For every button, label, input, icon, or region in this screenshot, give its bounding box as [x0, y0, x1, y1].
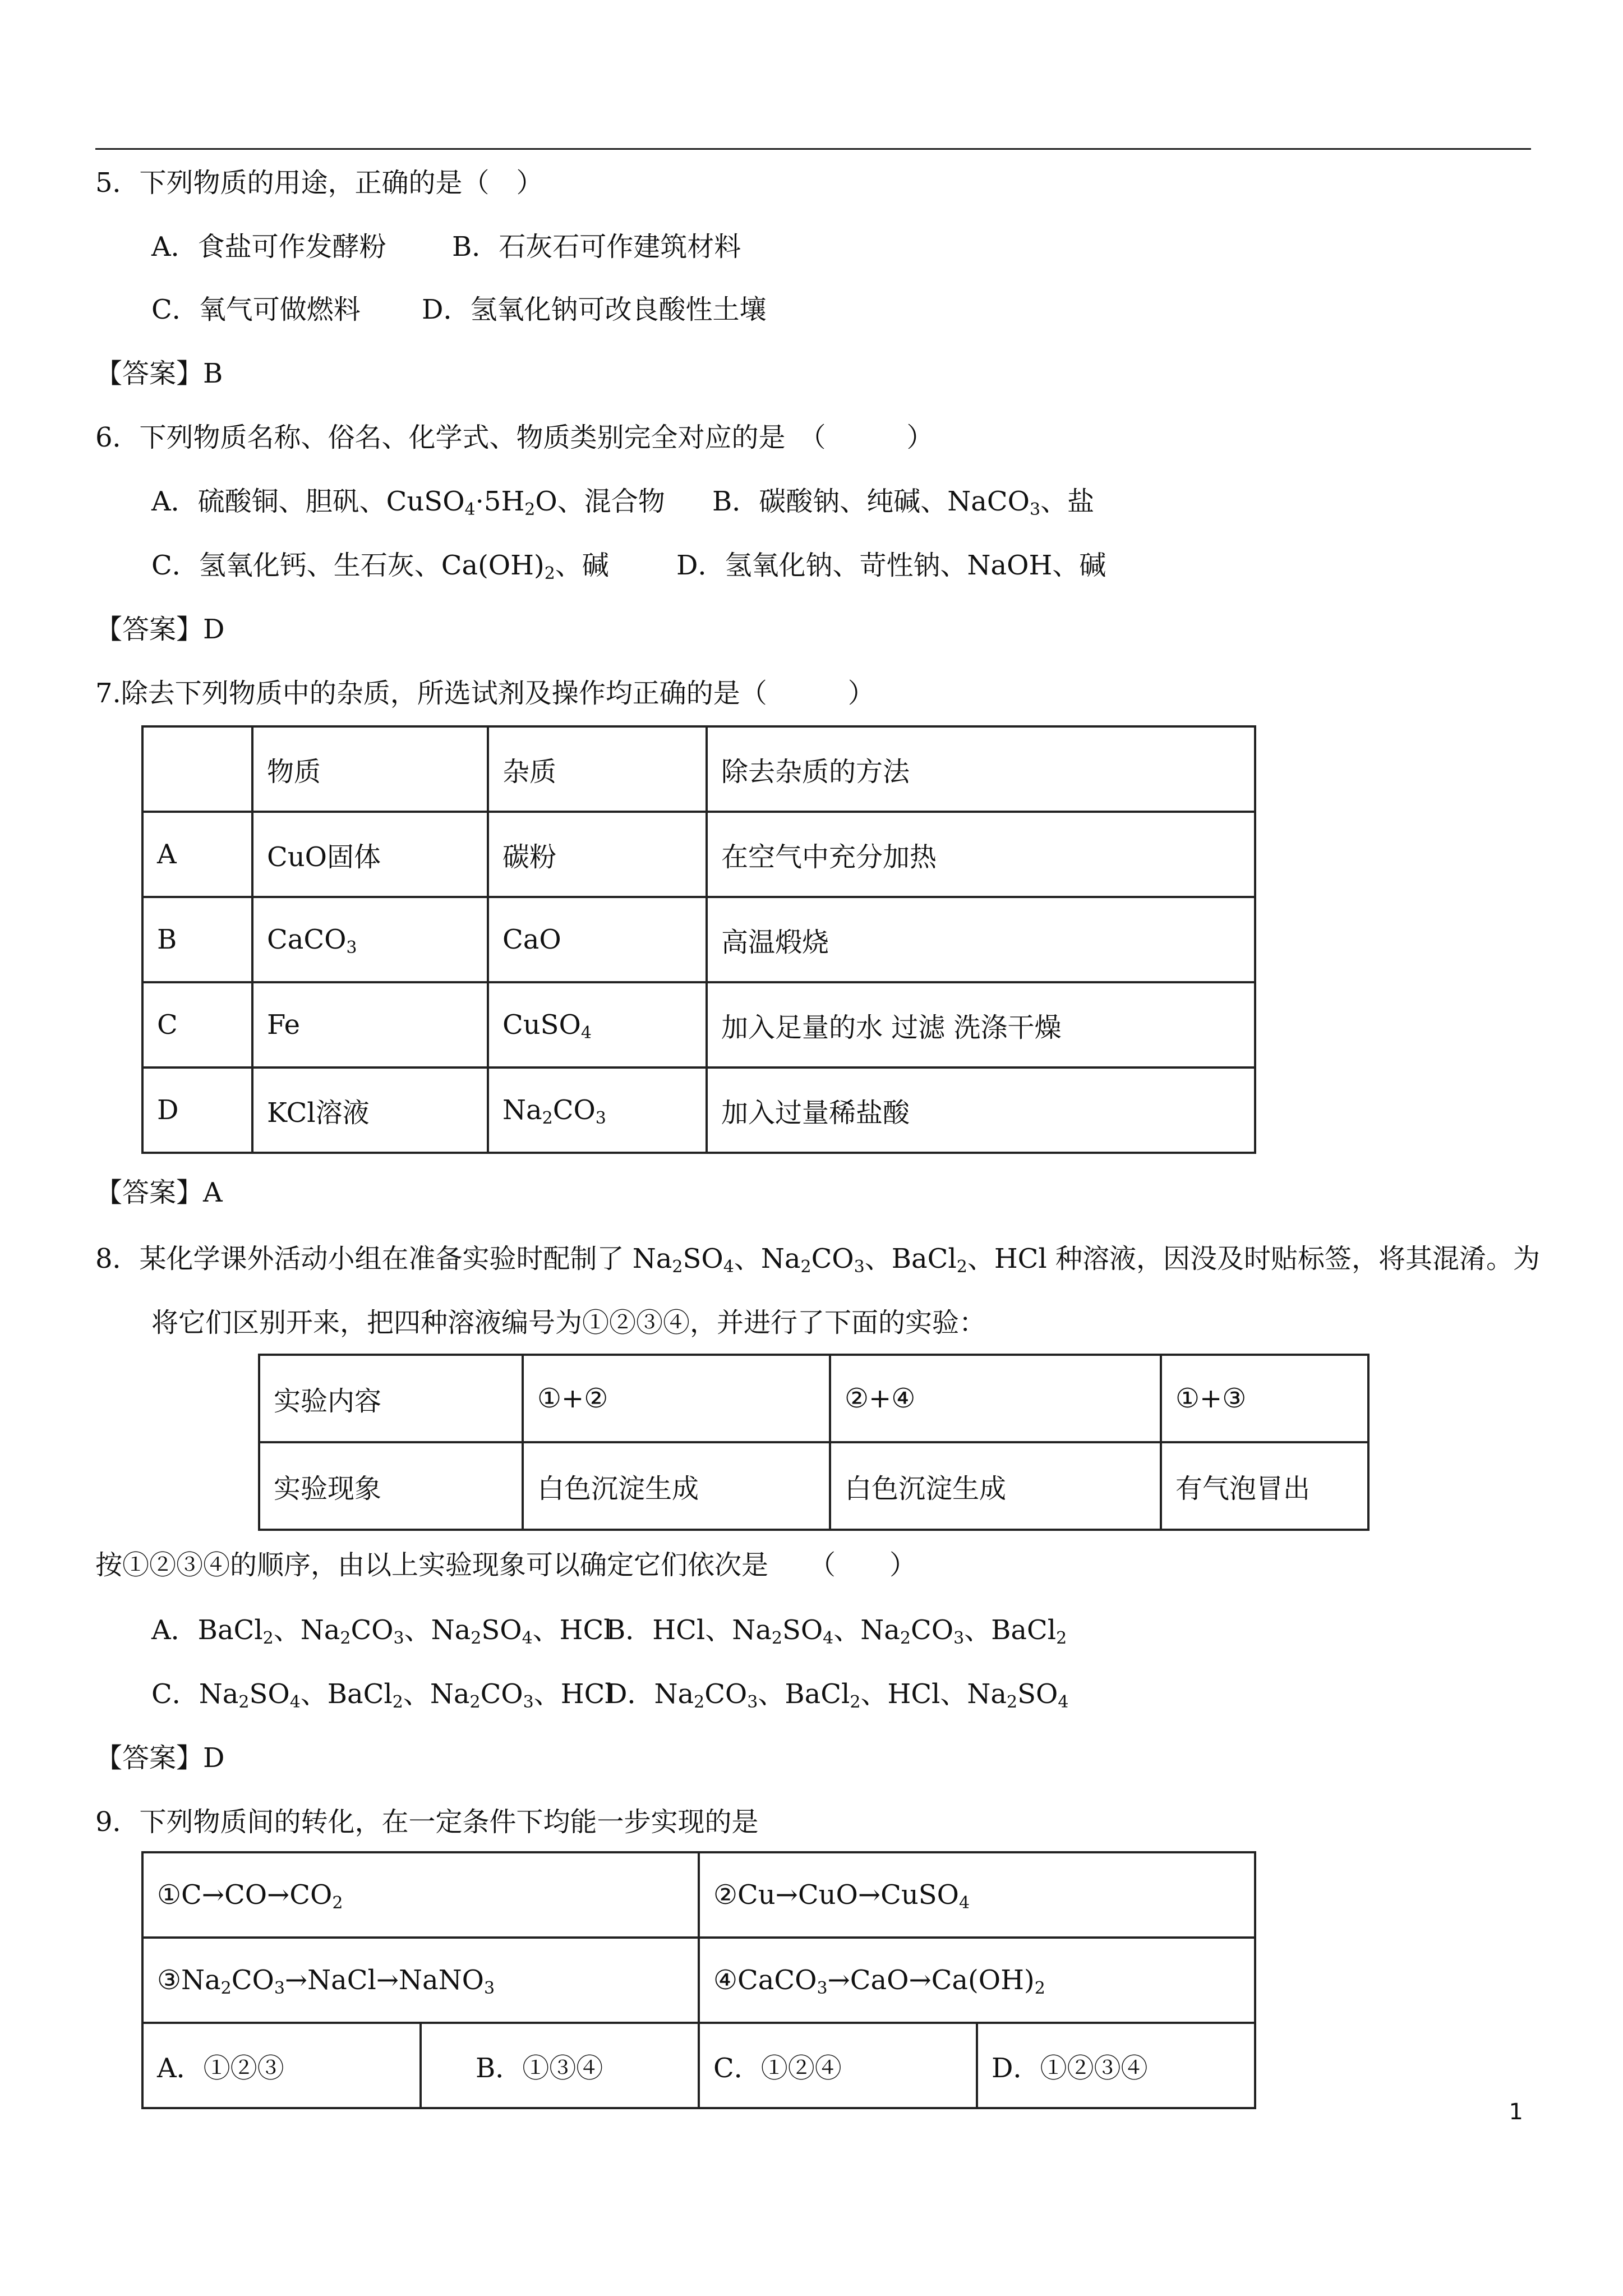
q7-answer: 【答案】A	[95, 1177, 223, 1208]
q8-option-b: B．HCl、$Na_2SO_4$、$Na_2CO_3$、BaCl$_2$	[606, 1614, 1067, 1648]
table-row	[142, 2023, 1255, 2108]
q7-substance: CaCO$_3$	[252, 897, 488, 982]
q9-conversion-1: $①C\to CO\to CO_2$	[142, 1852, 699, 1938]
header-rule	[95, 148, 1531, 150]
q8-answer: 【答案】D	[95, 1742, 225, 1774]
table-row	[142, 1852, 1255, 1938]
table-row	[142, 982, 1255, 1068]
q7-method: 高温煅烧	[707, 897, 1255, 982]
q8-cell: 有气泡冒出	[1161, 1442, 1368, 1530]
q7-impurity: 碳粉	[488, 812, 707, 897]
q6-option-c: C．氢氧化钙、生石灰、$Ca(OH)_2$、碱	[151, 550, 609, 583]
table-row	[259, 1442, 1368, 1530]
q8-cell: ①+②	[523, 1355, 830, 1442]
q7-impurity: CuSO$_4$	[488, 982, 707, 1068]
q8-question: 按①②③④的顺序，由以上实验现象可以确定它们依次是 （ ）	[95, 1549, 917, 1581]
q7-method: 加入足量的水 过滤 洗涤干燥	[707, 982, 1255, 1068]
q9-option-c: C．①②④	[699, 2023, 977, 2108]
q9-option-a: A．①②③	[142, 2023, 421, 2108]
q6-stem: 6．下列物质名称、俗名、化学式、物质类别完全对应的是 （ ）	[95, 422, 934, 453]
q5-option-d: D．氢氧化钠可改良酸性土壤	[422, 294, 767, 325]
q7-impurity: $Na_2CO_3$	[488, 1068, 707, 1153]
q5-answer: 【答案】B	[95, 358, 223, 389]
q7-row-label: D	[142, 1068, 252, 1153]
q8-option-d: D．$Na_2CO_3$、BaCl$_2$、HCl、$Na_2SO_4$	[606, 1678, 1069, 1712]
q7-impurity: CaO	[488, 897, 707, 982]
q6-option-a: A．硫酸铜、胆矾、$CuSO_4\cdot 5H_2O$、混合物	[151, 486, 665, 519]
q5-option-b: B．石灰石可作建筑材料	[452, 231, 741, 263]
q9-option-b: B．①③④	[421, 2023, 699, 2108]
q7-header-method: 除去杂质的方法	[707, 726, 1255, 812]
table-row	[142, 1938, 1255, 2023]
q9-option-d: D．①②③④	[977, 2023, 1255, 2108]
q5-option-c: C．氧气可做燃料	[151, 294, 361, 325]
q8-stem-line2: 将它们区别开来，把四种溶液编号为①②③④，并进行了下面的实验：	[151, 1307, 986, 1338]
q6-option-b: B．碳酸钠、纯碱、NaCO$_3$、盐	[712, 486, 1095, 519]
q7-substance: CuO固体	[252, 812, 488, 897]
q9-conversion-2: ②Cu→CuO→CuSO$_4$	[699, 1852, 1255, 1938]
q6-option-d: D．氢氧化钠、苛性钠、NaOH、碱	[676, 550, 1106, 581]
q5-stem: 5．下列物质的用途，正确的是（ ）	[95, 167, 543, 199]
q8-option-a: A．BaCl$_2$、$Na_2CO_3$、$Na_2SO_4$、HCl	[151, 1614, 612, 1648]
q7-header-substance: 物质	[252, 726, 488, 812]
q7-method: 加入过量稀盐酸	[707, 1068, 1255, 1153]
q8-cell: ②+④	[830, 1355, 1161, 1442]
q8-cell: ①+③	[1161, 1355, 1368, 1442]
q9-conversion-3: $③Na_2CO_3\to NaCl\to NaNO_3$	[142, 1938, 699, 2023]
q5-option-a: A．食盐可作发酵粉	[151, 231, 386, 263]
table-row	[259, 1355, 1368, 1442]
q7-substance: KCl溶液	[252, 1068, 488, 1153]
page-number: 1	[1509, 2099, 1523, 2125]
q7-substance: Fe	[252, 982, 488, 1068]
q7-row-label: B	[142, 897, 252, 982]
table-row	[142, 897, 1255, 982]
q7-row-label: A	[142, 812, 252, 897]
q7-method: 在空气中充分加热	[707, 812, 1255, 897]
q7-header-row	[142, 726, 1255, 812]
q8-stem: 8．某化学课外活动小组在准备实验时配制了 $Na_2SO_4$、$Na_2CO_3$、BaCl$_2$、HCl 种溶液，因没及时贴标签，将其混淆。为	[95, 1243, 1541, 1277]
q7-header-blank	[142, 726, 252, 812]
table-row	[142, 1068, 1255, 1153]
q8-cell: 实验现象	[259, 1442, 523, 1530]
q8-table	[258, 1354, 1370, 1531]
q7-table	[141, 725, 1256, 1154]
q7-stem: 7.除去下列物质中的杂质，所选试剂及操作均正确的是（ ）	[95, 678, 875, 709]
q7-header-impurity: 杂质	[488, 726, 707, 812]
q8-option-c: C．$Na_2SO_4$、BaCl$_2$、$Na_2CO_3$、HCl	[151, 1678, 614, 1712]
q6-answer: 【答案】D	[95, 614, 225, 645]
q9-stem: 9．下列物质间的转化，在一定条件下均能一步实现的是	[95, 1806, 759, 1838]
q9-conversion-4: $④CaCO_3\to CaO\to Ca(OH)_2$	[699, 1938, 1255, 2023]
q7-row-label: C	[142, 982, 252, 1068]
q8-cell: 白色沉淀生成	[830, 1442, 1161, 1530]
q9-table	[141, 1851, 1256, 2109]
q8-cell: 白色沉淀生成	[523, 1442, 830, 1530]
table-row	[142, 812, 1255, 897]
q8-cell: 实验内容	[259, 1355, 523, 1442]
